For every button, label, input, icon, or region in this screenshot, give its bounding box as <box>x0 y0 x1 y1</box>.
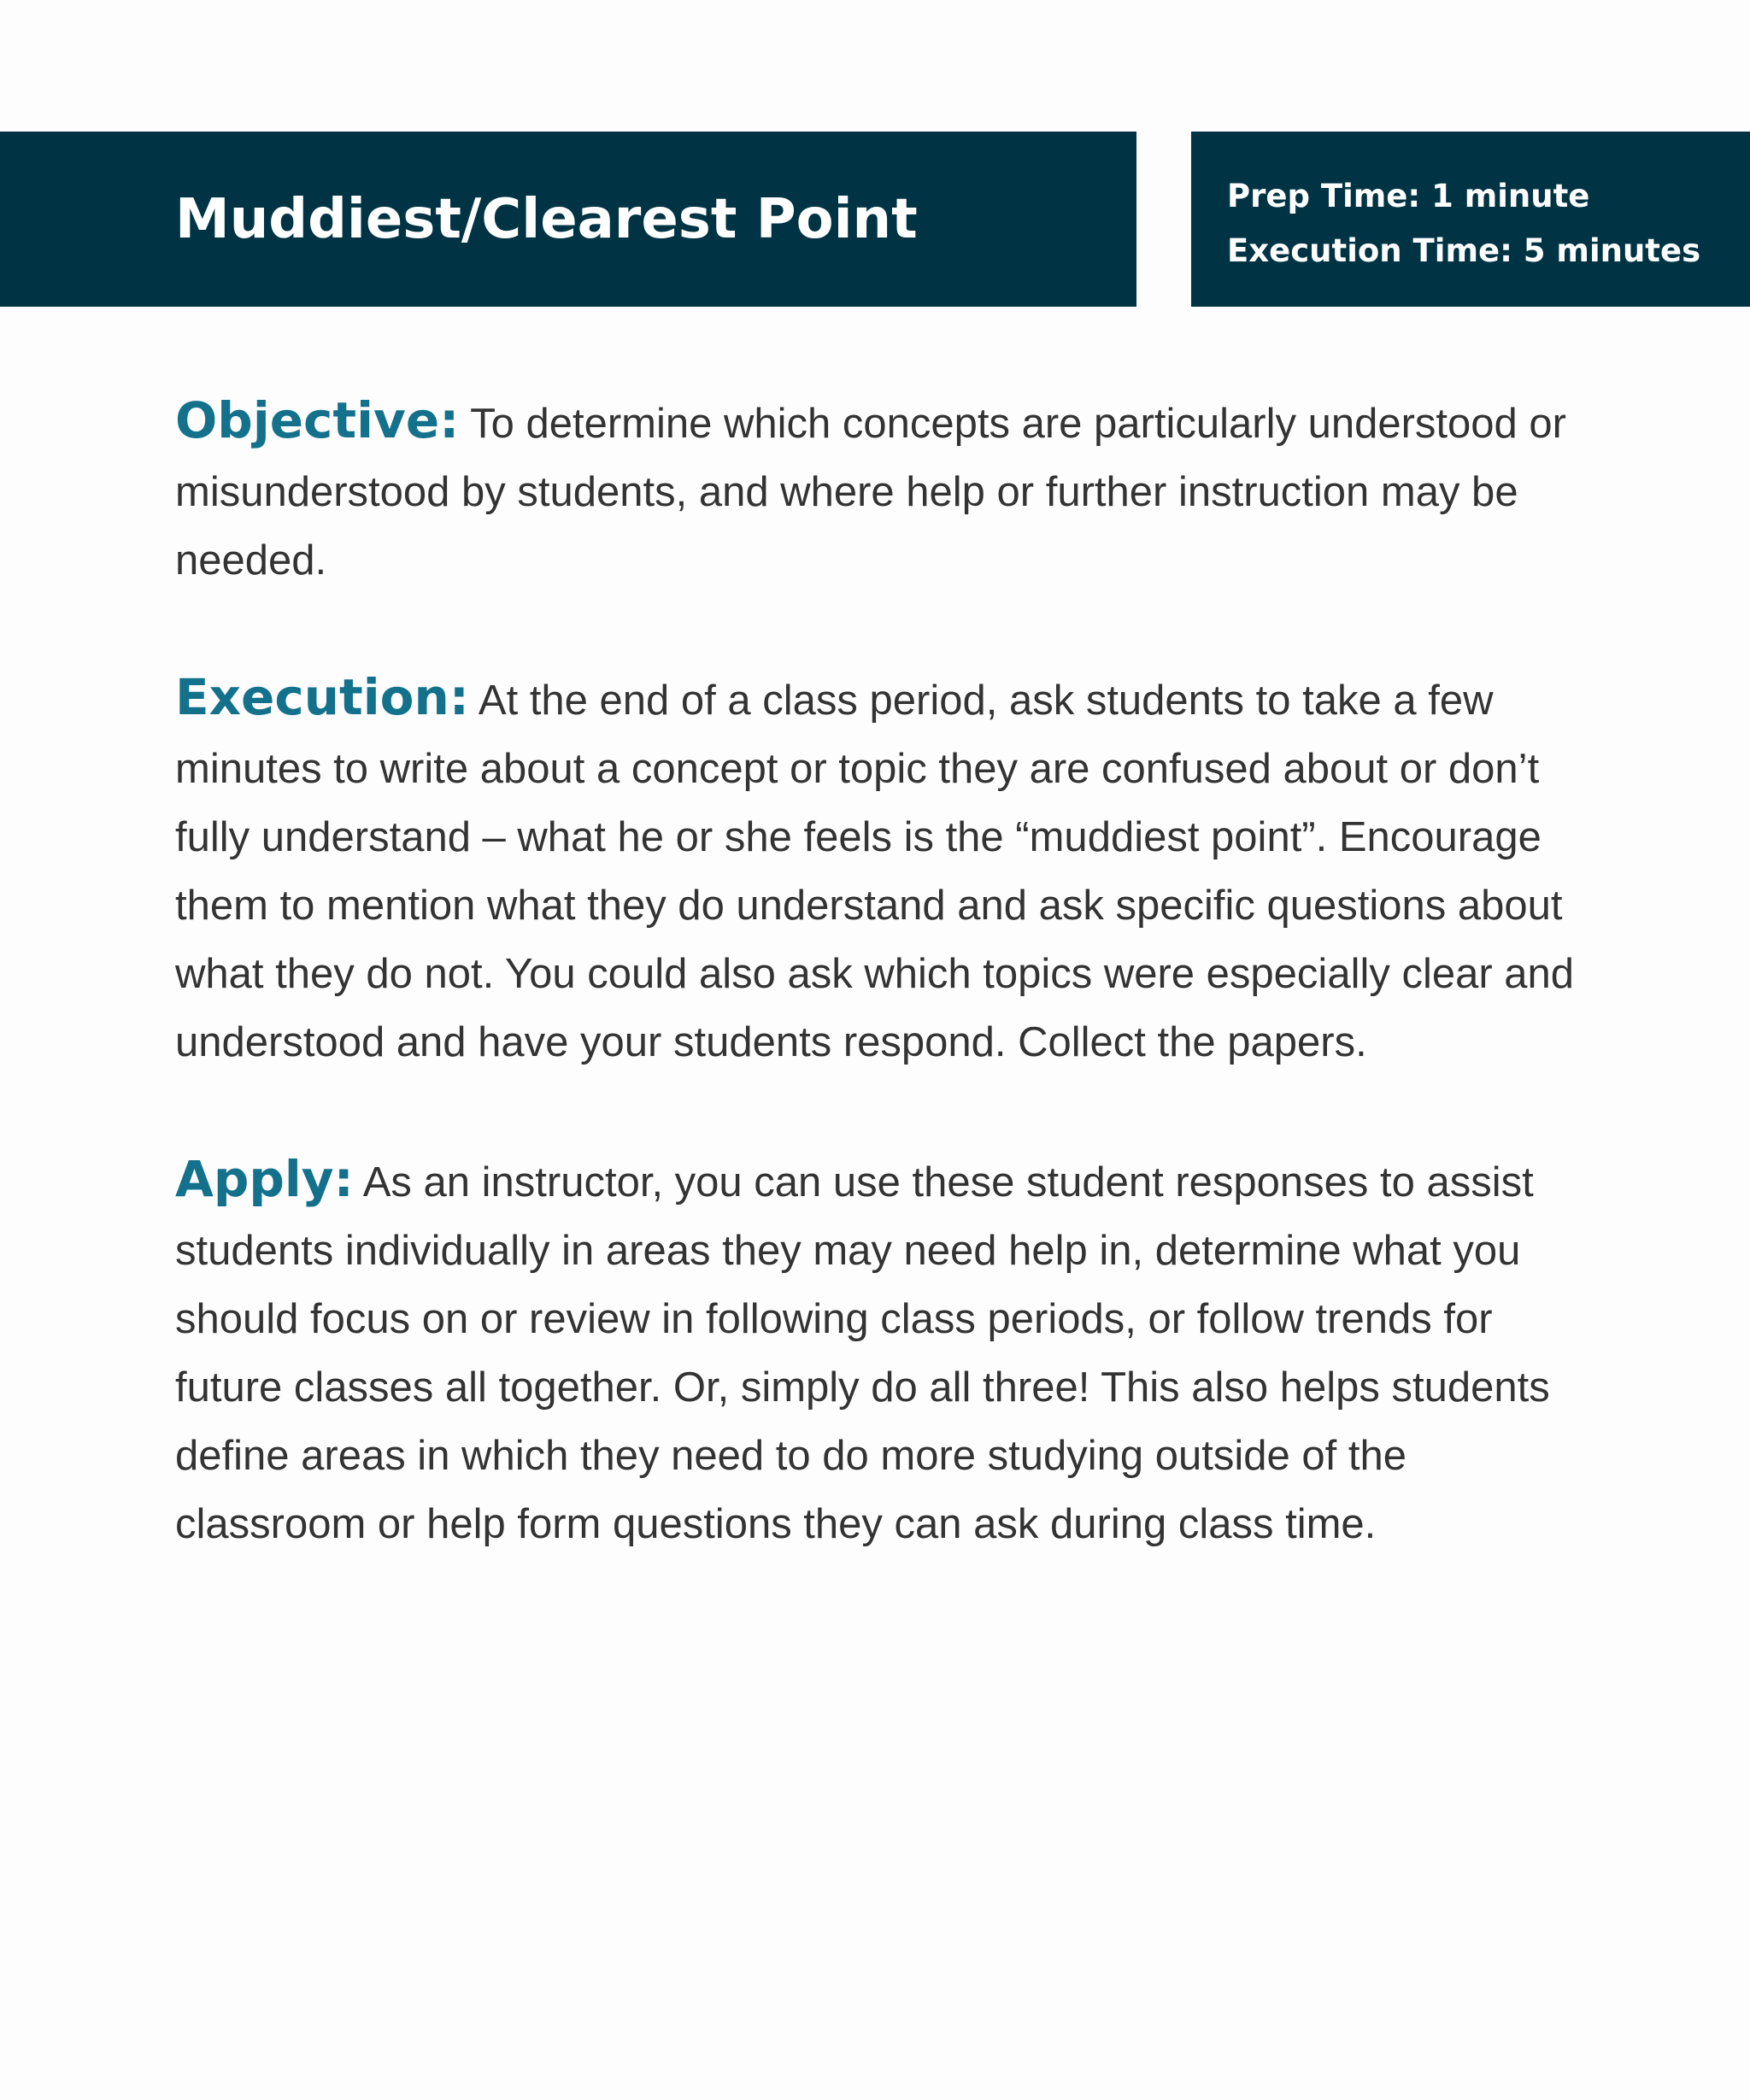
objective-section <box>175 386 1585 595</box>
main-content <box>175 386 1585 1627</box>
apply-text: As an instructor, you can use these student responses to assist students individually in areas they may need help in, determine what you should focus on or review in following class periods, or follow trends for future classes all together. Or, simply do all three! This also helps students define areas in which they need to do more studying outside of the classroom or help form questions they can ask during class time. <box>175 1159 1550 1547</box>
execution-label: Execution: <box>175 668 469 726</box>
execution-time: Execution Time: 5 minutes <box>1227 232 1701 269</box>
prep-time: Prep Time: 1 minute <box>1227 178 1590 214</box>
objective-text: To determine which concepts are particularly understood or misunderstood by students, and where help or further instruction may be needed. <box>175 401 1566 584</box>
apply-section <box>175 1145 1585 1558</box>
objective-label: Objective: <box>175 391 460 449</box>
time-info-box <box>1191 132 1750 307</box>
title-banner <box>0 132 1136 307</box>
page-title: Muddiest/Clearest Point <box>175 187 918 251</box>
execution-text: At the end of a class period, ask students to take a few minutes to write about a concept or topic they are confused about or don’t fully understand – what he or she feels is the “muddiest point”. Encourage them to mention what they do understand and ask specific questions about what they do not. You could also ask which topics were especially clear and understood and have your students respond. Collect the papers. <box>175 678 1575 1065</box>
apply-label: Apply: <box>175 1150 354 1208</box>
execution-section <box>175 663 1585 1076</box>
